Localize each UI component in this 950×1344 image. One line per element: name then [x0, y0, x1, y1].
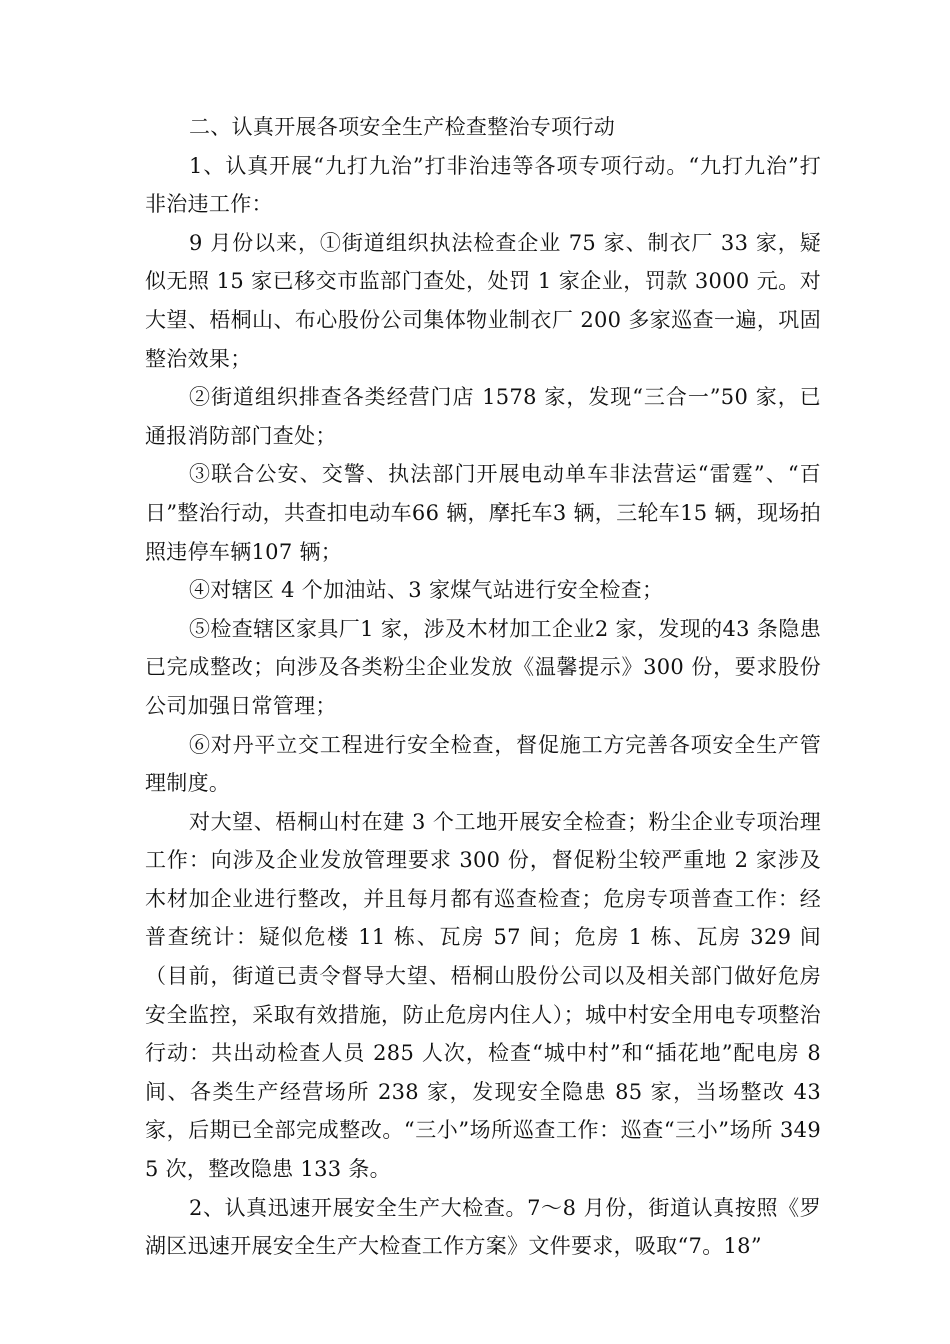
- paragraph-6: ⑤检查辖区家具厂1 家，涉及木材加工企业2 家，发现的43 条隐患已完成整改；向涉及各类粉尘企业发放《温馨提示》300 份，要求股份公司加强日常管理；: [145, 616, 821, 718]
- paragraph-4: ③联合公安、交警、执法部门开展电动单车非法营运“雷霆”、“百日”整治行动，共查扣电动车66 辆，摩托车3 辆，三轮车15 辆，现场拍照违停车辆107 辆；: [145, 462, 821, 564]
- paragraph-2: 9 月份以来，①街道组织执法检查企业 75 家、制衣厂 33 家，疑似无照 15 家已移交市监部门查处，处罚 1 家企业，罚款 3000 元。对大望、梧桐山、布心股份公司集体物业制衣厂 200 多家巡查一遍，巩固整治效果；: [145, 230, 821, 371]
- document-body: [145, 108, 821, 1266]
- paragraph-1: 1、认真开展“九打九治”打非治违等各项专项行动。“九打九治”打非治违工作：: [145, 153, 821, 217]
- paragraph-8: 对大望、梧桐山村在建 3 个工地开展安全检查；粉尘企业专项治理工作：向涉及企业发放管理要求 300 份，督促粉尘较严重地 2 家涉及木材加企业进行整改，并且每月都有巡查检查；危房专项普查工作：经普查统计：疑似危楼 11 栋、瓦房 57 间；危房 1 栋、瓦房 329 间（目前，街道已责令督导大望、梧桐山股份公司以及相关部门做好危房安全监控，采取有效措施，防止危房内住人）；城中村安全用电专项整治行动：共出动检查人员 285 人次，检查“城中村”和“插花地”配电房 8 间、各类生产经营场所 238 家，发现安全隐患 85 家，当场整改 43 家，后期已全部完成整改。“三小”场所巡查工作：巡查“三小”场所 3495 次，整改隐患 133 条。: [145, 809, 821, 1182]
- paragraph-3: ②街道组织排查各类经营门店 1578 家，发现“三合一”50 家，已通报消防部门查处；: [145, 385, 821, 448]
- paragraph-5: ④对辖区 4 个加油站、3 家煤气站进行安全检查；: [189, 578, 664, 603]
- section-heading: 二、认真开展各项安全生产检查整治专项行动: [189, 115, 615, 139]
- paragraph-9: 2、认真迅速开展安全生产大检查。7～8 月份，街道认真按照《罗湖区迅速开展安全生产大检查工作方案》文件要求，吸取“7。18”: [145, 1195, 821, 1259]
- paragraph-7: ⑥对丹平立交工程进行安全检查，督促施工方完善各项安全生产管理制度。: [145, 732, 821, 796]
